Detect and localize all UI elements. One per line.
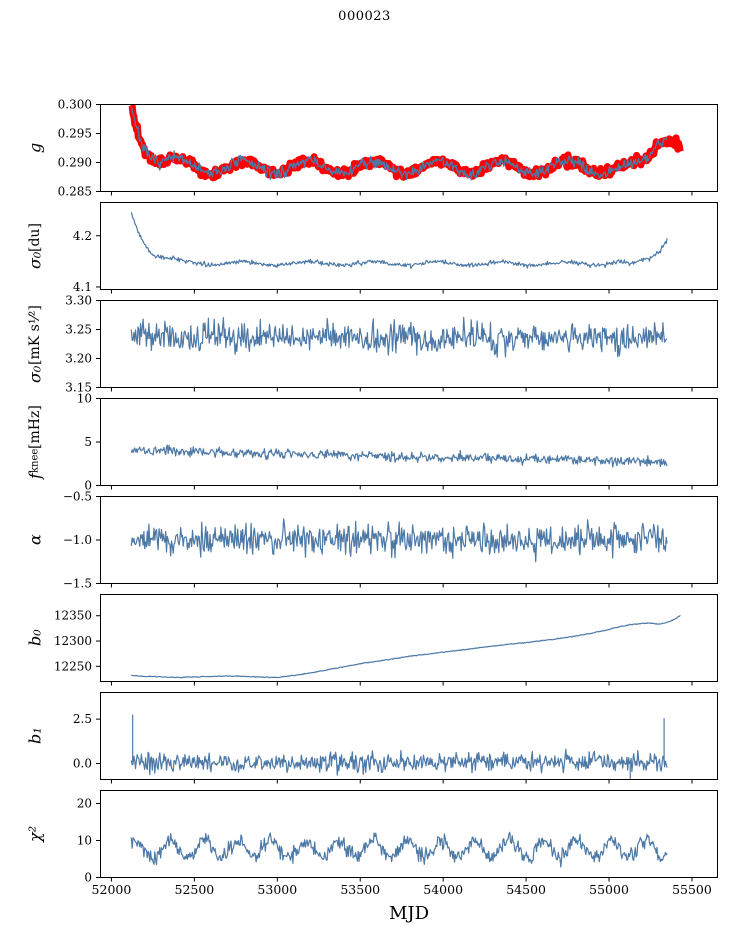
x-tick-label: 53000 [257,882,298,897]
y-tick-label: 10 [76,833,92,848]
y-tick-label: 5 [84,435,92,449]
ylabel-symbol: σ₀ [25,365,45,383]
y-tick-label: −1.5 [62,576,92,591]
y-tick-label: −1.0 [62,533,92,547]
plot-title: 000023 [338,9,391,24]
x-axis-ticks [0,882,729,898]
alpha-line [131,519,667,562]
fknee-line [131,445,667,467]
y-tick-label: 0 [84,478,92,493]
g-line [131,107,667,180]
panel-g [0,97,729,204]
g-uncertainty-band [131,105,680,178]
x-tick-label: 55500 [672,882,712,897]
x-tick-label: 52500 [174,882,215,897]
panel-chi2 [0,790,729,890]
b0-line [131,615,680,678]
ylabel-symbol: b₁ [25,727,45,745]
y-tick-label: 0.0 [72,756,92,771]
panel-border [101,399,718,486]
panel-sigma0-mk [0,293,729,400]
panel-border [101,693,718,780]
panel-sigma0-du [0,202,729,302]
b1-line [131,749,667,775]
x-tick-label: 52000 [91,882,132,897]
x-tick-label: 55000 [589,882,629,897]
ylabel-symbol: b₀ [25,629,45,647]
ylabel-symbol: α [25,534,45,546]
y-tick-label: 20 [76,796,92,811]
y-tick-label: 12250 [53,659,92,674]
panel-border [101,595,718,682]
y-tick-label: 12350 [53,608,92,623]
y-tick-label: 0.300 [57,97,92,112]
ylabel-symbol: g [25,142,45,154]
ylabel-unit: [mK s¹⁄²] [27,305,43,366]
y-tick-label: 4.2 [72,228,92,243]
y-tick-label: −0.5 [62,489,92,504]
sigma0-mk-line [131,317,667,357]
y-tick-label: 0 [84,870,92,885]
x-axis-title: MJD [388,903,430,924]
y-tick-label: 4.1 [72,279,92,294]
y-tick-label: 3.15 [65,380,92,395]
panel-border [101,203,718,290]
sigma0-du-line [131,212,667,268]
ylabel-unit: [du] [27,222,43,252]
y-tick-label: 2.5 [72,712,92,727]
y-tick-label: 3.20 [65,351,92,366]
chi2-line [131,832,667,867]
y-tick-label: 0.295 [57,126,92,141]
y-tick-label: 12300 [53,634,92,649]
ylabel-symbol: f [25,473,45,480]
panel-border [101,791,718,878]
y-tick-label: 0.290 [57,155,92,170]
panel-b0 [0,594,729,694]
y-tick-label: 3.30 [65,293,92,308]
x-tick-label: 53500 [340,882,381,897]
y-tick-label: 10 [76,391,92,406]
x-tick-label: 54000 [423,882,464,897]
panel-fknee [0,391,729,498]
y-tick-label: 3.25 [65,322,92,337]
panel-b1 [0,692,729,792]
ylabel-symbol: σ₀ [25,251,45,270]
y-tick-label: 0.285 [57,184,92,199]
x-tick-label: 54500 [506,882,546,897]
ylabel-symbol: χ² [25,825,45,843]
ylabel-unit: [mHz] [27,404,43,449]
panel-alpha [0,489,729,596]
ylabel-subscript: knee [29,448,41,474]
